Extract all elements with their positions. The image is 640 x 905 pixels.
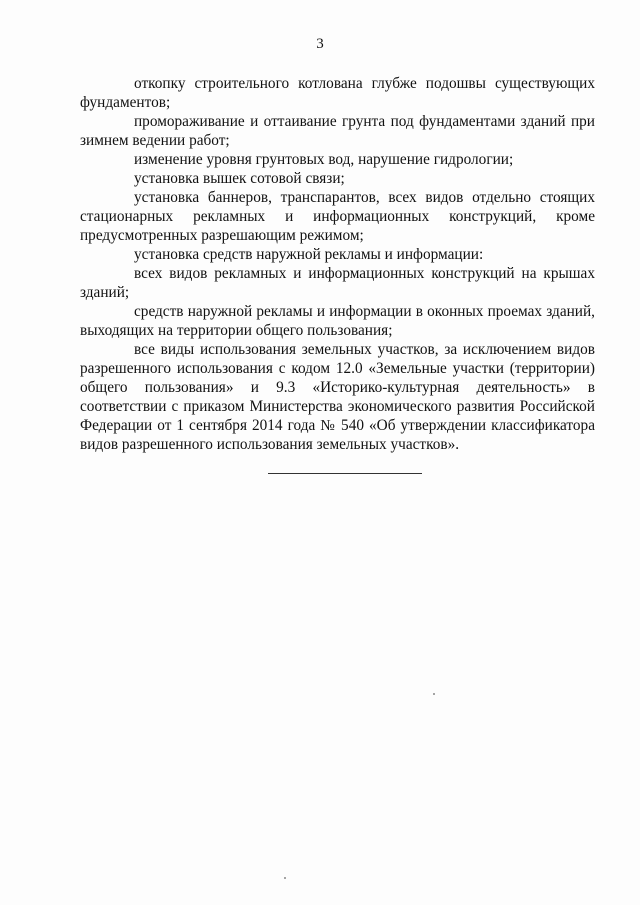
paragraph-roof-ads: всех видов рекламных и информационных конструкций на крышах зданий; (80, 265, 595, 301)
paragraph-land-use: все виды использования земельных участков, за исключением видов разрешенного использования с кодом 12.0 «Земельные участки (территории) общего пользования» и 9.3 «Историко-культурная деятельность» в соответствии с приказом Министерства экономического развития Российской Федерации от 1 сентября 2014 года № 540 «Об утверждении классификатора видов разрешенного использования земельных участков». (80, 341, 595, 453)
document-body (80, 74, 595, 454)
scan-speck (433, 693, 435, 695)
paragraph-groundwater: изменение уровня грунтовых вод, нарушение гидрологии; (134, 151, 514, 168)
scan-speck (284, 877, 286, 879)
page-number: 3 (316, 36, 324, 52)
paragraph-outdoor-ads: установка средств наружной рекламы и информации: (134, 246, 484, 263)
paragraph-banners: установка баннеров, транспарантов, всех видов отдельно стоящих стационарных рекламных и информационных конструкций, кроме предусмотренных разрешающим режимом; (80, 189, 595, 244)
paragraph-cell-towers: установка вышек сотовой связи; (134, 170, 345, 187)
end-divider-line (268, 473, 422, 474)
paragraph-freezing: промораживание и оттаивание грунта под фундаментами зданий при зимнем ведении работ; (80, 113, 595, 149)
paragraph-window-ads: средств наружной рекламы и информации в оконных проемах зданий, выходящих на территории общего пользования; (80, 303, 595, 339)
paragraph-excavation: откопку строительного котлована глубже подошвы существующих фундаментов; (80, 75, 595, 111)
